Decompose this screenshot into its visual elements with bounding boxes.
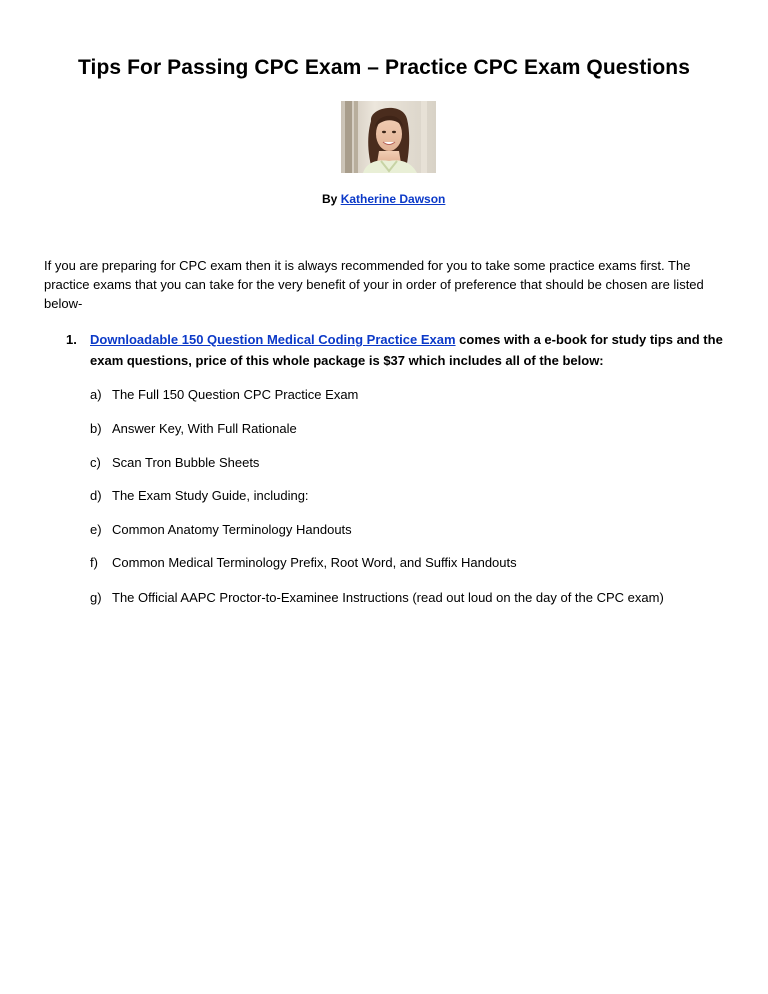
sub-list-text: The Exam Study Guide, including: — [112, 488, 309, 503]
practice-exam-link[interactable]: Downloadable 150 Question Medical Coding Practice Exam — [90, 332, 456, 347]
sub-list-letter: g) — [90, 590, 102, 605]
sub-list-item — [90, 455, 259, 470]
author-link[interactable]: Katherine Dawson — [340, 192, 446, 206]
sub-list-text: Answer Key, With Full Rationale — [112, 421, 297, 436]
sub-list-text: The Official AAPC Proctor-to-Examinee Instructions (read out loud on the day of the CPC exam) — [112, 590, 664, 605]
byline-prefix: By — [322, 192, 341, 206]
intro-paragraph: If you are preparing for CPC exam then it is always recommended for you to take some practice exams first. The practice exams that you can take for the very benefit of your in order of preference that should be chosen are listed below- — [44, 258, 704, 311]
list-item-text — [90, 329, 736, 371]
sub-list-item — [90, 522, 352, 537]
sub-list-letter: f) — [90, 555, 98, 570]
sub-list-item — [90, 590, 664, 605]
list-item-description: comes with a e-book for study tips and the exam questions, price of this whole package is $37 which includes all of the below: — [90, 332, 723, 368]
sub-list-text: Scan Tron Bubble Sheets — [112, 455, 260, 470]
sub-list-text: The Full 150 Question CPC Practice Exam — [112, 387, 359, 402]
sub-list-item — [90, 387, 358, 402]
sub-list-item — [90, 421, 297, 436]
author-photo — [341, 101, 436, 173]
list-item-number: 1. — [66, 332, 77, 347]
sub-list-text: Common Medical Terminology Prefix, Root Word, and Suffix Handouts — [112, 555, 517, 570]
sub-list-text: Common Anatomy Terminology Handouts — [112, 522, 352, 537]
sub-list-item — [90, 488, 309, 503]
document-title: Tips For Passing CPC Exam – Practice CPC Exam Questions — [78, 56, 690, 79]
sub-list-letter: d) — [90, 488, 102, 503]
sub-list-letter: b) — [90, 421, 102, 436]
sub-list-letter: c) — [90, 455, 101, 470]
sub-list-item — [90, 555, 517, 570]
sub-list-letter: a) — [90, 387, 102, 402]
sub-list-letter: e) — [90, 522, 102, 537]
